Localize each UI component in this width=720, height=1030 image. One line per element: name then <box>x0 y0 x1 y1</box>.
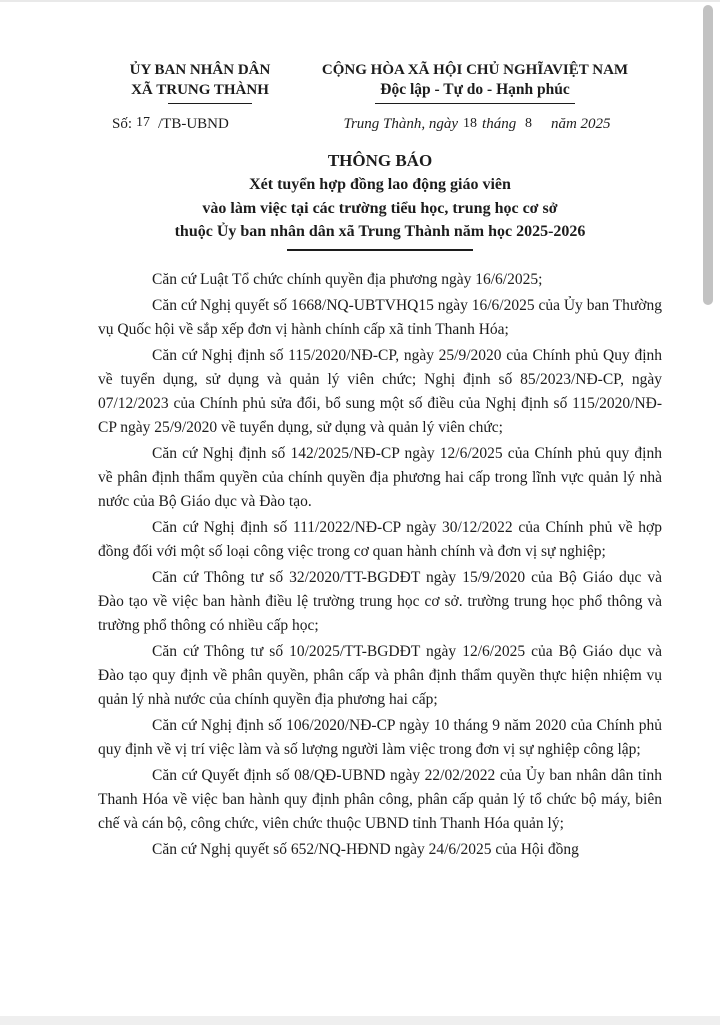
body-paragraph: Căn cứ Nghị định số 115/2020/NĐ-CP, ngày 25/9/2020 của Chính phủ Quy định về tuyển dụng, sử dụng và quản lý viên chức; Nghị định số 85/2023/NĐ-CP, ngày 07/12/2023 của Chính phủ sửa đổi, bổ sung một số điều của Nghị định số 115/2020/NĐ-CP ngày 25/9/2020 về tuyển dụng, sử dụng và quản lý viên chức; <box>98 346 662 436</box>
body-paragraph: Căn cứ Thông tư số 10/2025/TT-BGDĐT ngày 12/6/2025 của Bộ Giáo dục và Đào tạo quy định về phân quyền, phân cấp và phân định thẩm quyền thực hiện nhiệm vụ quản lý nhà nước của chính quyền địa phương hai cấp; <box>98 642 662 708</box>
date-year: năm 2025 <box>550 116 611 132</box>
body-paragraph: Căn cứ Quyết định số 08/QĐ-UBND ngày 22/02/2022 của Ủy ban nhân dân tỉnh Thanh Hóa về việc ban hành quy định phân công, phân cấp quản lý tổ chức bộ máy, biên chế và cán bộ, công chức, viên chức thuộc UBND tỉnh Thanh Hóa quản lý; <box>98 766 662 832</box>
date-day: 18 <box>463 116 478 131</box>
document-body <box>0 268 720 862</box>
body-paragraph: Căn cứ Luật Tổ chức chính quyền địa phương ngày 16/6/2025; <box>152 270 543 288</box>
body-paragraph: Căn cứ Nghị định số 106/2020/NĐ-CP ngày 10 tháng 9 năm 2020 của Chính phủ quy định về vị trí việc làm và số lượng người làm việc trong đơn vị sự nghiệp công lập; <box>98 716 662 758</box>
document-meta-row <box>0 116 720 133</box>
title-underline <box>287 249 473 251</box>
body-paragraph: Căn cứ Nghị định số 142/2025/NĐ-CP ngày 12/6/2025 của Chính phủ quy định về phân định thẩm quyền của chính quyền địa phương hai cấp trong lĩnh vực quản lý nhà nước của Bộ Giáo dục và Đào tạo. <box>98 444 662 510</box>
motto-line: Độc lập - Tự do - Hạnh phúc <box>380 81 570 98</box>
place-date-line <box>312 116 642 133</box>
org-underline <box>168 103 252 104</box>
body-paragraph: Căn cứ Nghị quyết số 1668/NQ-UBTVHQ15 ngày 16/6/2025 của Ủy ban Thường vụ Quốc hội về sắp xếp đơn vị hành chính cấp xã tỉnh Thanh Hóa; <box>98 296 662 338</box>
document-number <box>112 116 297 133</box>
org-name-line2: XÃ TRUNG THÀNH <box>131 82 269 98</box>
date-month-label: tháng <box>482 116 517 132</box>
doc-number-label: Số: <box>112 116 133 132</box>
document-subtitle-1: Xét tuyển hợp đồng lao động giáo viên <box>249 176 511 193</box>
document-subtitle-2: vào làm việc tại các trường tiểu học, trung học cơ sở <box>202 199 558 217</box>
bottom-scrollbar-track <box>0 1016 720 1025</box>
document-heading: THÔNG BÁO <box>327 151 433 170</box>
vertical-scrollbar-thumb[interactable] <box>703 5 713 305</box>
doc-number-suffix: /TB-UBND <box>158 116 229 132</box>
body-paragraph: Căn cứ Thông tư số 32/2020/TT-BGDĐT ngày 15/9/2020 của Bộ Giáo dục và Đào tạo về việc ban hành điều lệ trường trung học cơ sở. trường trung học phổ thông và trường phổ thông có nhiều cấp học; <box>98 568 662 634</box>
date-month: 8 <box>524 116 532 131</box>
national-motto-block <box>310 60 640 104</box>
org-name-line1: ỦY BAN NHÂN DÂN <box>129 62 271 78</box>
document-subtitle-3: thuộc Ủy ban nhân dân xã Trung Thành năm học 2025-2026 <box>174 223 586 240</box>
body-paragraph: Căn cứ Nghị định số 111/2022/NĐ-CP ngày 30/12/2022 của Chính phủ về hợp đồng đối với một số loại công việc trong cơ quan hành chính và đơn vị sự nghiệp; <box>98 518 662 560</box>
document-title-block <box>0 149 720 251</box>
document-header <box>0 0 720 104</box>
place-date-prefix: Trung Thành, ngày <box>343 116 459 132</box>
motto-underline <box>375 103 575 104</box>
issuing-org-block <box>100 60 300 104</box>
body-paragraph: Căn cứ Nghị quyết số 652/NQ-HĐND ngày 24/6/2025 của Hội đồng <box>152 840 579 858</box>
national-name-line: CỘNG HÒA XÃ HỘI CHỦ NGHĨAVIỆT NAM <box>321 62 629 78</box>
doc-number-value: 17 <box>136 115 151 130</box>
